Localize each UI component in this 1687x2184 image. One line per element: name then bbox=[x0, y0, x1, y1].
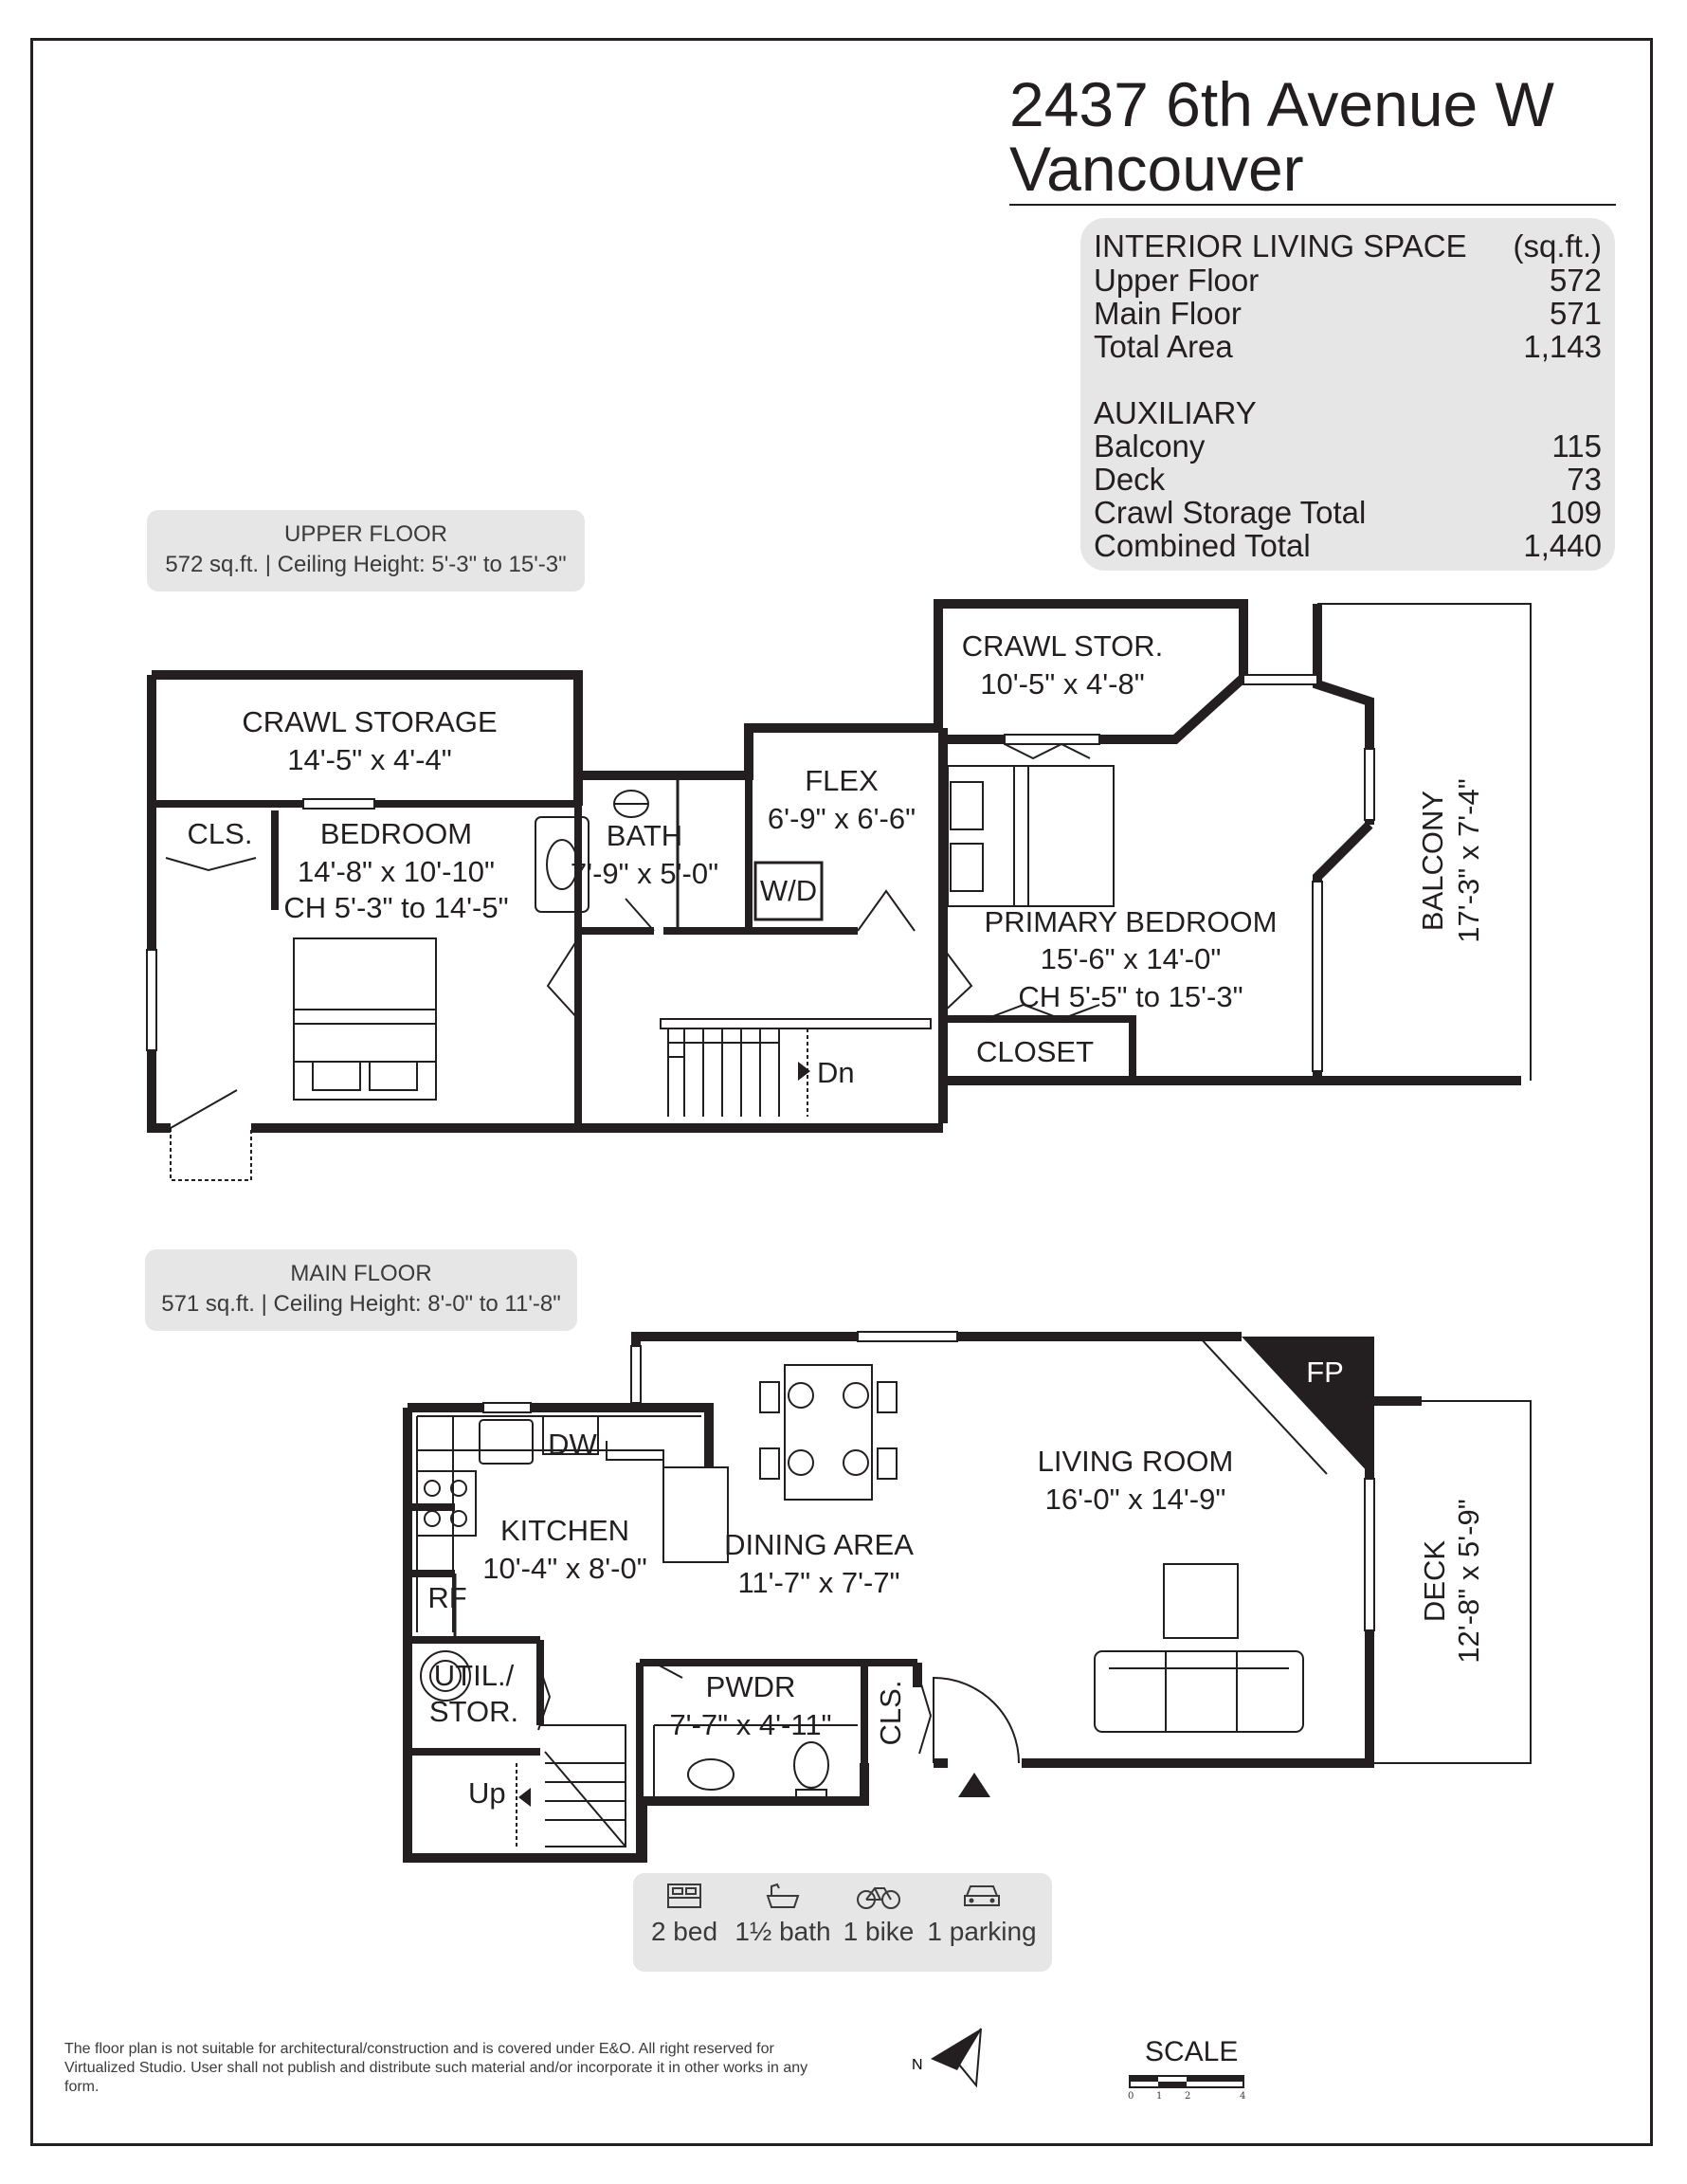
bedroom-label: BEDROOM bbox=[319, 817, 473, 850]
upper-floor-detail: 572 sq.ft. | Ceiling Height: 5'-3" to 15'-3" bbox=[165, 552, 567, 577]
balcony-label: BALCONY bbox=[1416, 790, 1449, 932]
window bbox=[303, 799, 374, 809]
main-exterior-walls bbox=[408, 1337, 1422, 1858]
scale-bar bbox=[1130, 2076, 1243, 2087]
main-windows bbox=[483, 1332, 1374, 1630]
address-line-1: 2437 6th Avenue W bbox=[1009, 69, 1554, 139]
area-row-label: Main Floor bbox=[1094, 296, 1242, 331]
bedroom-ceiling: CH 5'-3" to 14'-5" bbox=[283, 891, 509, 924]
primary-bedroom-ceiling: CH 5'-5" to 15'-3" bbox=[1018, 980, 1243, 1013]
deck-door bbox=[1365, 1479, 1374, 1630]
scale-tick: 1 bbox=[1156, 2091, 1163, 2102]
wall bbox=[152, 675, 578, 806]
flex-label: FLEX bbox=[805, 764, 879, 797]
area-row-value: 1,143 bbox=[1523, 329, 1602, 364]
wall bbox=[1317, 604, 1370, 744]
balcony-door bbox=[1313, 882, 1322, 1071]
stairs-down-label: Dn bbox=[817, 1056, 855, 1089]
window bbox=[1365, 749, 1374, 820]
area-row-value: 109 bbox=[1549, 495, 1602, 530]
stair-up-arrow-icon bbox=[518, 1788, 531, 1807]
area-row-label: Upper Floor bbox=[1094, 263, 1260, 298]
scale-tick: 4 bbox=[1240, 2091, 1246, 2102]
stair-rail bbox=[661, 1019, 931, 1028]
door-leaf bbox=[626, 899, 654, 931]
bed-icon bbox=[948, 766, 1114, 906]
deck-dims: 12'-8" x 5'-9" bbox=[1452, 1499, 1485, 1664]
area-row-value: 115 bbox=[1551, 428, 1602, 464]
window bbox=[631, 1346, 641, 1403]
area-row-value: 73 bbox=[1567, 462, 1602, 497]
closet-door bbox=[1005, 744, 1090, 758]
bedroom-dims: 14'-8" x 10'-10" bbox=[298, 855, 495, 888]
feature-bed bbox=[650, 1881, 718, 1947]
unit-label: (sq.ft.) bbox=[1513, 228, 1602, 264]
crawl-storage-label: CRAWL STORAGE bbox=[242, 705, 498, 738]
window bbox=[1005, 735, 1099, 744]
toilet-icon bbox=[614, 791, 648, 817]
dining-dims: 11'-7" x 7'-7" bbox=[737, 1566, 900, 1599]
feature-parking bbox=[923, 1881, 1041, 1947]
area-row-label: Total Area bbox=[1094, 329, 1233, 364]
scale-tick: 0 bbox=[1128, 2091, 1134, 2102]
main-floor-detail: 571 sq.ft. | Ceiling Height: 8'-0" to 11'-8" bbox=[161, 1291, 561, 1317]
door-leaf bbox=[171, 1090, 237, 1128]
window bbox=[1243, 675, 1317, 684]
stair-down-arrow-icon bbox=[798, 1062, 810, 1081]
balcony-dims: 17'-3" x 7'-4" bbox=[1452, 778, 1485, 943]
flex-dims: 6'-9" x 6'-6" bbox=[767, 802, 916, 835]
wall bbox=[636, 1337, 858, 1346]
living-room-dims: 16'-0" x 14'-9" bbox=[1044, 1483, 1226, 1516]
deck-label: DECK bbox=[1418, 1539, 1451, 1623]
main-stairs bbox=[517, 1725, 626, 1847]
closet-label: CLS. bbox=[874, 1680, 907, 1746]
washer-dryer-label: W/D bbox=[759, 874, 818, 907]
main-floor-plan bbox=[408, 1332, 1531, 1858]
wall bbox=[1317, 825, 1370, 882]
north-arrow-icon bbox=[912, 2029, 981, 2085]
area-row-value: 572 bbox=[1549, 263, 1602, 298]
area-row-label: Crawl Storage Total bbox=[1094, 495, 1367, 530]
crawl-stor-dims: 10'-5" x 4'-8" bbox=[980, 667, 1145, 701]
living-room-label: LIVING ROOM bbox=[1037, 1445, 1234, 1478]
crawl-storage-dims: 14'-5" x 4'-4" bbox=[287, 743, 452, 776]
dining-table bbox=[760, 1365, 897, 1500]
door-swing bbox=[171, 1128, 251, 1180]
door-leaf bbox=[858, 891, 915, 931]
area-row-label: Balcony bbox=[1094, 428, 1206, 464]
upper-floor-title: UPPER FLOOR bbox=[283, 521, 448, 547]
feature-label: 2 bed bbox=[650, 1917, 718, 1946]
door-leaf bbox=[548, 938, 578, 1019]
window bbox=[147, 950, 156, 1050]
crawl-stor-label: CRAWL STOR. bbox=[961, 629, 1164, 663]
entry-arrow-icon bbox=[958, 1773, 990, 1797]
fireplace-label: FP bbox=[1306, 1356, 1344, 1389]
closet-label: CLS. bbox=[187, 817, 253, 850]
closet-label: CLOSET bbox=[975, 1035, 1095, 1068]
wall bbox=[152, 1050, 171, 1128]
features-panel bbox=[633, 1873, 1052, 1972]
primary-bedroom-label: PRIMARY BEDROOM bbox=[984, 905, 1278, 938]
north-label: N bbox=[912, 2057, 923, 2073]
kitchen-label: KITCHEN bbox=[499, 1514, 630, 1547]
feature-label: 1½ bath bbox=[735, 1917, 831, 1946]
window bbox=[483, 1403, 531, 1412]
upper-stairs bbox=[661, 1019, 931, 1117]
utility-label: UTIL./ bbox=[433, 1659, 515, 1692]
fridge-label: RF bbox=[427, 1581, 467, 1614]
kitchen-dims: 10'-4" x 8'-0" bbox=[482, 1552, 647, 1585]
disclaimer-text: The floor plan is not suitable for architectural/construction and is covered under E&O. All right reserved for Virtualized Studio. User shall not publish and distribute such material and/or incorporate it in other works in any form. bbox=[64, 2041, 808, 2095]
auxiliary-heading: AUXILIARY bbox=[1094, 395, 1257, 430]
area-row-label: Deck bbox=[1094, 462, 1166, 497]
feature-bike bbox=[842, 1881, 916, 1947]
storage-label: STOR. bbox=[428, 1695, 519, 1728]
dishwasher-label: DW bbox=[548, 1428, 597, 1461]
sink-icon bbox=[480, 1420, 533, 1464]
stair-treads bbox=[668, 1028, 779, 1117]
dining-label: DINING AREA bbox=[724, 1528, 914, 1561]
closet-door bbox=[166, 858, 256, 870]
area-row-value: 571 bbox=[1549, 296, 1602, 331]
bathtub-icon bbox=[764, 1881, 802, 1911]
feature-bath bbox=[732, 1881, 834, 1947]
feature-label: 1 bike bbox=[843, 1917, 915, 1946]
bed-icon bbox=[665, 1881, 703, 1911]
bicycle-icon bbox=[856, 1881, 901, 1911]
coffee-table bbox=[1164, 1564, 1238, 1638]
sofa bbox=[1095, 1651, 1303, 1732]
area-row-value: 1,440 bbox=[1523, 528, 1602, 563]
interior-heading: INTERIOR LIVING SPACE bbox=[1094, 228, 1467, 264]
area-row-label: Combined Total bbox=[1094, 528, 1311, 563]
scale-tick: 2 bbox=[1185, 2091, 1191, 2102]
bath-dims: 7'-9" x 5'-0" bbox=[570, 857, 719, 890]
primary-bedroom-dims: 15'-6" x 14'-0" bbox=[1040, 942, 1222, 975]
stairs-up-label: Up bbox=[468, 1776, 506, 1810]
entry-door bbox=[934, 1678, 1019, 1763]
bath-label: BATH bbox=[606, 819, 683, 852]
powder-label: PWDR bbox=[705, 1670, 796, 1703]
car-icon bbox=[961, 1881, 1003, 1911]
window bbox=[858, 1332, 957, 1341]
address-line-2: Vancouver bbox=[1009, 134, 1304, 204]
powder-dims: 7'-7" x 4'-11" bbox=[669, 1708, 832, 1741]
bed-icon bbox=[294, 938, 436, 1100]
door-leaf bbox=[919, 1678, 931, 1754]
main-floor-title: MAIN FLOOR bbox=[290, 1261, 432, 1286]
feature-label: 1 parking bbox=[927, 1917, 1037, 1946]
scale-title: SCALE bbox=[1145, 2036, 1239, 2067]
